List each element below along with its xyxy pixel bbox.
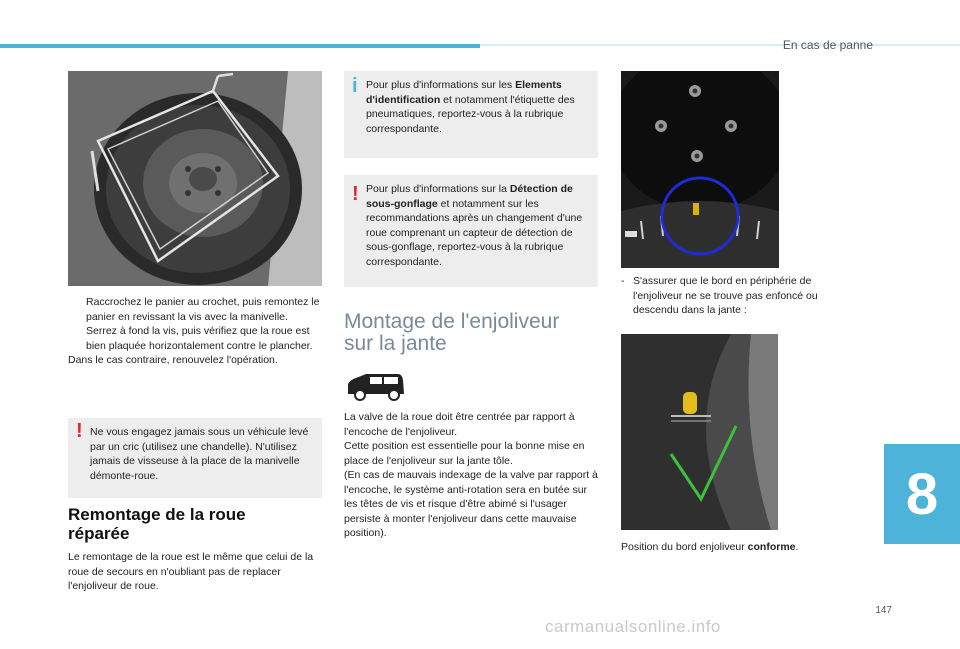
bullet-marker [68,295,86,324]
paragraph: (En cas de mauvais indexage de la valve par rapport à l'encoche, le système anti-rotation sera en butée sur les têtes de vis et risque d'être abimé si l'usager persiste à monter l'enjoliveur dans cette mauvaise position). [344,469,598,539]
paragraph: Cette position est essentielle pour la bonne mise en place de l'enjoliveur sur la jante tôle. [344,440,585,467]
list-item [68,324,322,353]
chapter-number: 8 [905,461,939,527]
warn-text-post: et notamment sur les recommandations après un changement d'une roue comprenant un capteur de détection de sous-gonflage, reportez-vous à la rubrique correspondante. [366,197,583,268]
bullet-marker [68,324,86,353]
section-title: En cas de panne [782,38,873,52]
caption-bold: conforme [747,541,796,553]
bullet-marker: - [621,275,625,287]
warning-box [68,418,322,498]
info-text-bold: Elements d'identification [366,79,562,106]
wheel-valve-photo [621,71,779,268]
warn-text-pre: Pour plus d'informations sur la [366,183,510,195]
warning-text: Ne vous engagez jamais sous un véhicule levé par un cric (utilisez une chandelle). N'utilisez jamais de visseuse à la place de la manivelle démonte-roue. [90,426,309,482]
info-icon: i [352,75,358,97]
info-text-post: et notamment l'étiquette des pneumatiques, reportez-vous à la rubrique correspondante. [366,93,575,135]
warning-icon: ! [76,420,83,442]
spare-wheel-photo [68,71,322,286]
col3-bullet [621,274,861,318]
col1-body: Le remontage de la roue est le même que celui de la roue de secours en n'oubliant pas de replacer l'enjoliveur de roue. [68,551,314,592]
header-accent-bar [0,44,480,48]
list-item [68,295,322,324]
list-item-text: S'assurer que le bord en périphérie de l'enjoliveur ne se trouve pas enfoncé ou descendu dans la jante : [633,275,818,316]
warn-text-bold: Détection de sous-gonflage [366,183,573,210]
page-number: 147 [875,605,892,616]
header-rule [480,44,960,46]
col1-bullets [68,295,322,368]
info-text-pre: Pour plus d'informations sur les [366,79,516,91]
heading-remontage: Remontage de la roue réparée [68,505,246,543]
hubcap-edge-photo [621,334,778,530]
caption-pre: Position du bord enjoliveur [621,541,748,553]
watermark: carmanualsonline.info [545,617,721,636]
warning-box-tpms [344,175,598,287]
info-box [344,71,598,158]
list-item [621,274,861,318]
paragraph: La valve de la roue doit être centrée par rapport à l'encoche de l'enjoliveur. [344,411,575,438]
paragraph: Dans le cas contraire, renouvelez l'opération. [68,354,278,366]
caption-post: . [795,541,799,553]
list-item-text: Raccrochez le panier au crochet, puis remontez le panier en revissant la vis avec la manivelle. [86,296,320,323]
warning-icon: ! [352,183,359,205]
vehicle-icon [344,372,408,402]
heading-montage-enjoliveur: Montage de l'enjoliveur sur la jante [344,310,560,355]
col3-caption [621,540,861,555]
col2-body [344,410,602,541]
list-item-text: Serrez à fond la vis, puis vérifiez que la roue est bien plaquée horizontalement contre le plancher. [86,325,313,352]
